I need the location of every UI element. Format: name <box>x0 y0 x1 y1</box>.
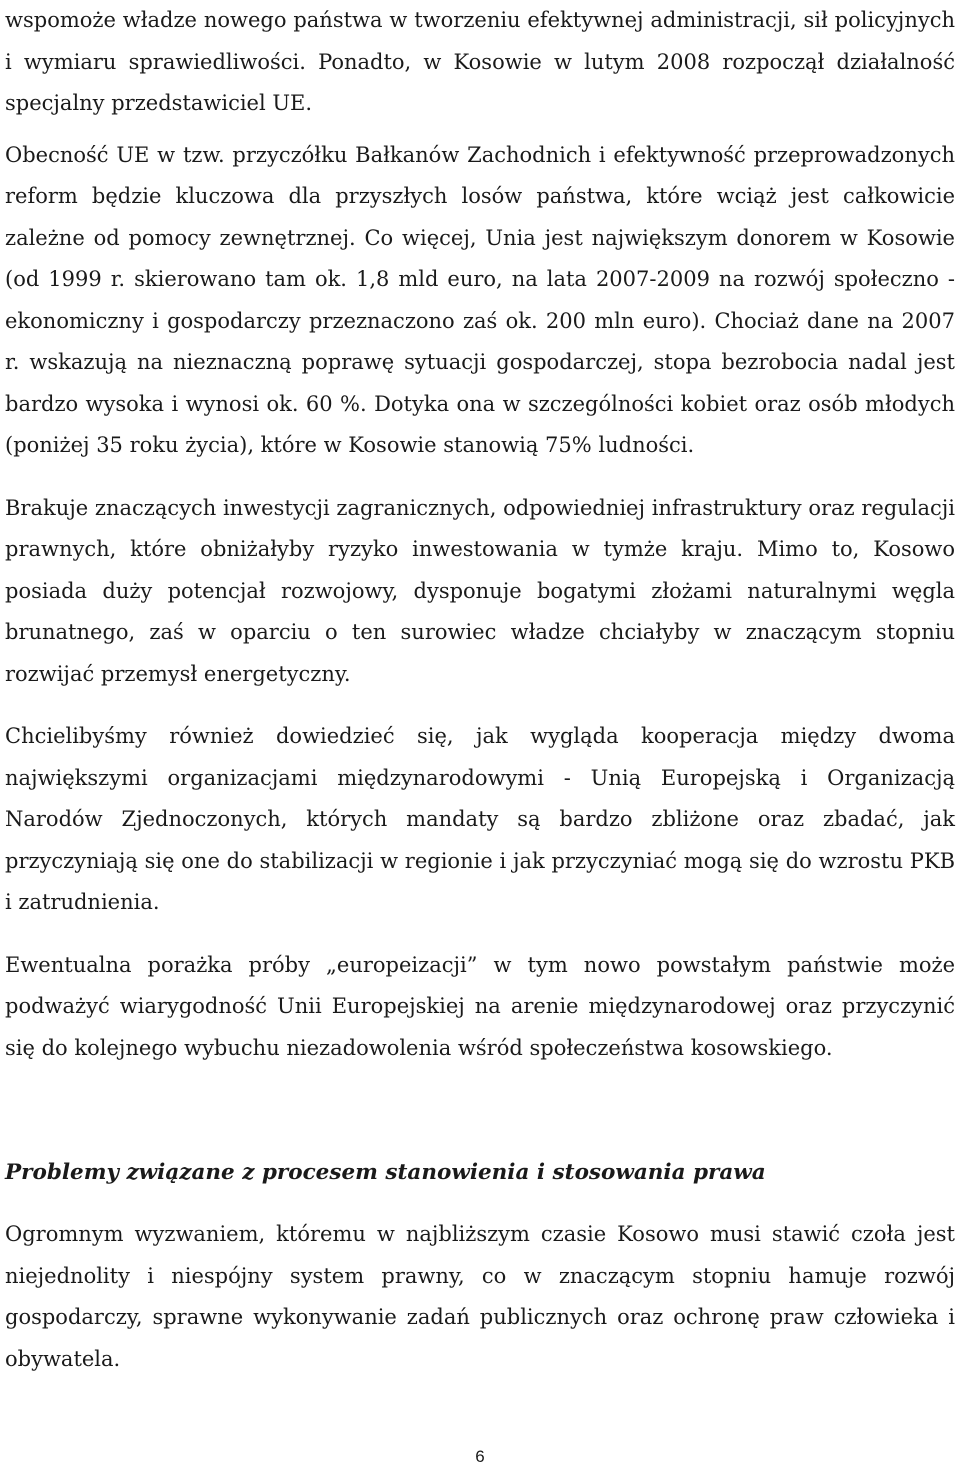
document-page <box>5 0 955 1380</box>
paragraph-europeanization: Ewentualna porażka próby „europeizacji” w tym nowo powstałym państwie może podważyć wiarygodność Unii Europejskiej na arenie międzynarodowej oraz przyczynić się do kolejnego wybuchu niezadowolenia wśród społeczeństwa kosowskiego. <box>5 952 955 1060</box>
paragraph-legal-system: Ogromnym wyzwaniem, któremu w najbliższym czasie Kosowo musi stawić czoła jest niejednolity i niespójny system prawny, co w znaczącym stopniu hamuje rozwój gospodarczy, sprawne wykonywanie zadań publicznych oraz ochronę praw człowieka i obywatela. <box>5 1222 955 1371</box>
paragraph-cooperation: Chcielibyśmy również dowiedzieć się, jak wygląda kooperacja między dwoma największymi organizacjami międzynarodowymi - Unią Europejską i Organizacją Narodów Zjednoczonych, których mandaty są bardzo zbliżone oraz zbadać, jak przyczyniają się one do stabilizacji w regionie i jak przyczyniać mogą się do wzrostu PKB i zatrudnienia. <box>5 724 955 914</box>
paragraph-eu-presence: Obecność UE w tzw. przyczółku Bałkanów Zachodnich i efektywność przeprowadzonych reform będzie kluczowa dla przyszłych losów państwa, które wciąż jest całkowicie zależne od pomocy zewnętrznej. Co więcej, Unia jest największym donorem w Kosowie (od 1999 r. skierowano tam ok. 1,8 mld euro, na lata 2007-2009 na rozwój społeczno - ekonomiczny i gospodarczy przeznaczono zaś ok. 200 mln euro). Chociaż dane na 2007 r. wskazują na nieznaczną poprawę sytuacji gospodarczej, stopa bezrobocia nadal jest bardzo wysoka i wynosi ok. 60 %. Dotyka ona w szczególności kobiet oraz osób młodych (poniżej 35 roku życia), które w Kosowie stanowią 75% ludności. <box>5 142 955 457</box>
paragraph-investment: Brakuje znaczących inwestycji zagranicznych, odpowiedniej infrastruktury oraz regulacji prawnych, które obniżałyby ryzyko inwestowania w tymże kraju. Mimo to, Kosowo posiada duży potencjał rozwojowy, dysponuje bogatymi złożami naturalnymi węgla brunatnego, zaś w oparciu o ten surowiec władze chciałyby w znaczącym stopniu rozwijać przemysł energetyczny. <box>5 495 955 686</box>
paragraph-eu-representative: wspomoże władze nowego państwa w tworzeniu efektywnej administracji, sił policyjnych i wymiaru sprawiedliwości. Ponadto, w Kosowie w lutym 2008 rozpoczął działalność specjalny przedstawiciel UE. <box>5 8 955 115</box>
page-number: 6 <box>475 1447 485 1466</box>
section-heading: Problemy związane z procesem stanowienia i stosowania prawa <box>5 1160 766 1185</box>
